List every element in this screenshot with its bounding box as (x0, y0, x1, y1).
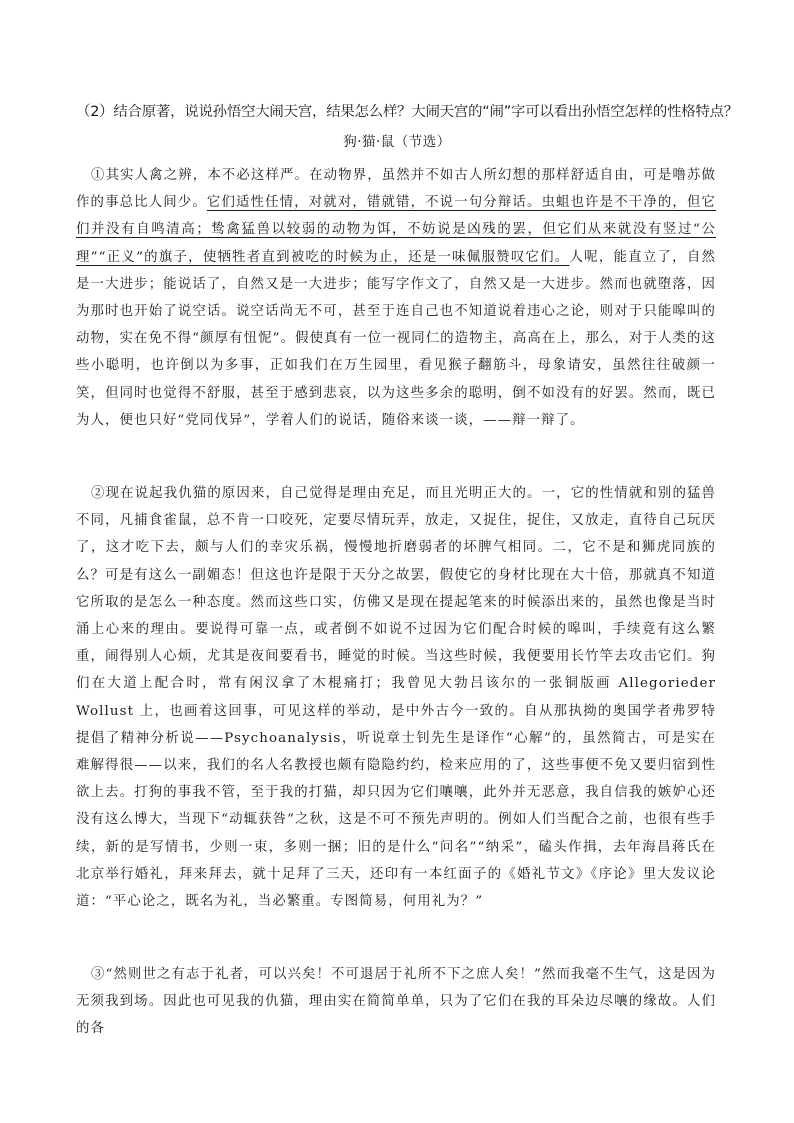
paragraph-1 (76, 162, 716, 434)
paragraph-2 (76, 480, 716, 915)
paragraph-1-start: ①其实人禽之辨，本不必这样严。在动物界，虽然并不如古人所幻想的那样舒适自由，可是噜苏做作的事总比人间少。 (76, 168, 716, 211)
paragraph-2-text: ②现在说起我仇猫的原因来，自己觉得是理由充足，而且光明正大的。一，它的性情就和别的猛兽不同，凡捕食雀鼠，总不肯一口咬死，定要尽情玩弄，放走，又捉住，捉住，又放走，直待自己玩厌了，这才吃下去，颇与人们的幸灾乐祸，慢慢地折磨弱者的坏脾气相同。二，它不是和狮虎同族的么？可是有这么一副媚态！但这也许是限于天分之故罢，假使它的身材比现在大十倍，那就真不知道它所取的是怎么一种态度。然而这些口实，仿佛又是现在提起笔来的时候添出来的，虽然也像是当时涌上心来的理由。要说得可靠一点，或者倒不如说不过因为它们配合时候的嗥叫，手续竟有这么繁重，闹得别人心烦，尤其是夜间要看书，睡觉的时候。当这些时候，我便要用长竹竿去攻击它们。狗们在大道上配合时，常有闲汉拿了木棍痛打；我曾见大勃吕该尔的一张铜版画 Allegorieder Wollust 上，也画着这回事，可见这样的举动，是中外古今一致的。自从那执拗的奥国学者弗罗特提倡了精神分析说——Psychoanalysis，听说章士钊先生是译作“心解”的，虽然简古，可是实在难解得很——以来，我们的名人名教授也颇有隐隐约约，检来应用的了，这些事便不免又要归宿到性欲上去。打狗的事我不管，至于我的打猫，却只因为它们嚷嚷，此外并无恶意，我自信我的嫉妒心还没有这么博大，当现下“动辄获咎”之秋，这是不可不预先声明的。例如人们当配合之前，也很有些手续，新的是写情书，少则一束，多则一捆；旧的是什么“问名”“纳采”，磕头作揖，去年海昌蒋氏在北京举行婚礼，拜来拜去，就十足拜了三天，还印有一本红面子的《婚礼节文》《序论》里大发议论道：“平心论之，既名为礼，当必繁重。专图简易，何用礼为？” (76, 486, 716, 910)
paragraph-1-end: 人呢，能直立了，自然是一大进步；能说话了，自然又是一大进步；能写字作文了，自然又是一大进步。然而也就堕落，因为那时也开始了说空话。说空话尚无不可，甚至于连自己也不知道说着违心之论，则对于只能嗥叫的动物，实在免不得“颜厚有忸怩”。假使真有一位一视同仁的造物主，高高在上，那么，对于人类的这些小聪明，也许倒以为多事，正如我们在万生园里，看见猴子翻筋斗，母象请安，虽然往往破颜一笑，但同时也觉得不舒服，甚至于感到悲哀，以为这些多余的聪明，倒不如没有的好罢。然而，既已为人，便也只好“党同伐异”，学着人们的说话，随俗来谈一谈，——辩一辩了。 (76, 249, 717, 428)
paragraph-3-text: ③“然则世之有志于礼者，可以兴矣！不可退居于礼所不下之庶人矣！”然而我毫不生气，这是因为无须我到场。因此也可见我的仇猫，理由实在简简单单，只为了它们在我的耳朵边尽嚷的缘故。人们的各 (76, 967, 716, 1037)
excerpt-title: 狗·猫·鼠（节选） (343, 134, 451, 150)
question-text: （2）结合原著，说说孙悟空大闹天宫，结果怎么样？大闹天宫的“闹”字可以看出孙悟空怎样的性格特点？ (76, 104, 739, 120)
paragraph-3 (76, 961, 716, 1043)
paragraph-1-underlined: 它们适性任情，对就对，错就错，不说一句分辩话。虫蛆也许是不干净的，但它们并没有自鸣清高；鸷禽猛兽以较弱的动物为饵，不妨说是凶残的罢，但它们从来就没有竖过“公理”“正义”的旗子，使牺牲者直到被吃的时候为止，还是一味佩服赞叹它们。 (76, 195, 716, 265)
